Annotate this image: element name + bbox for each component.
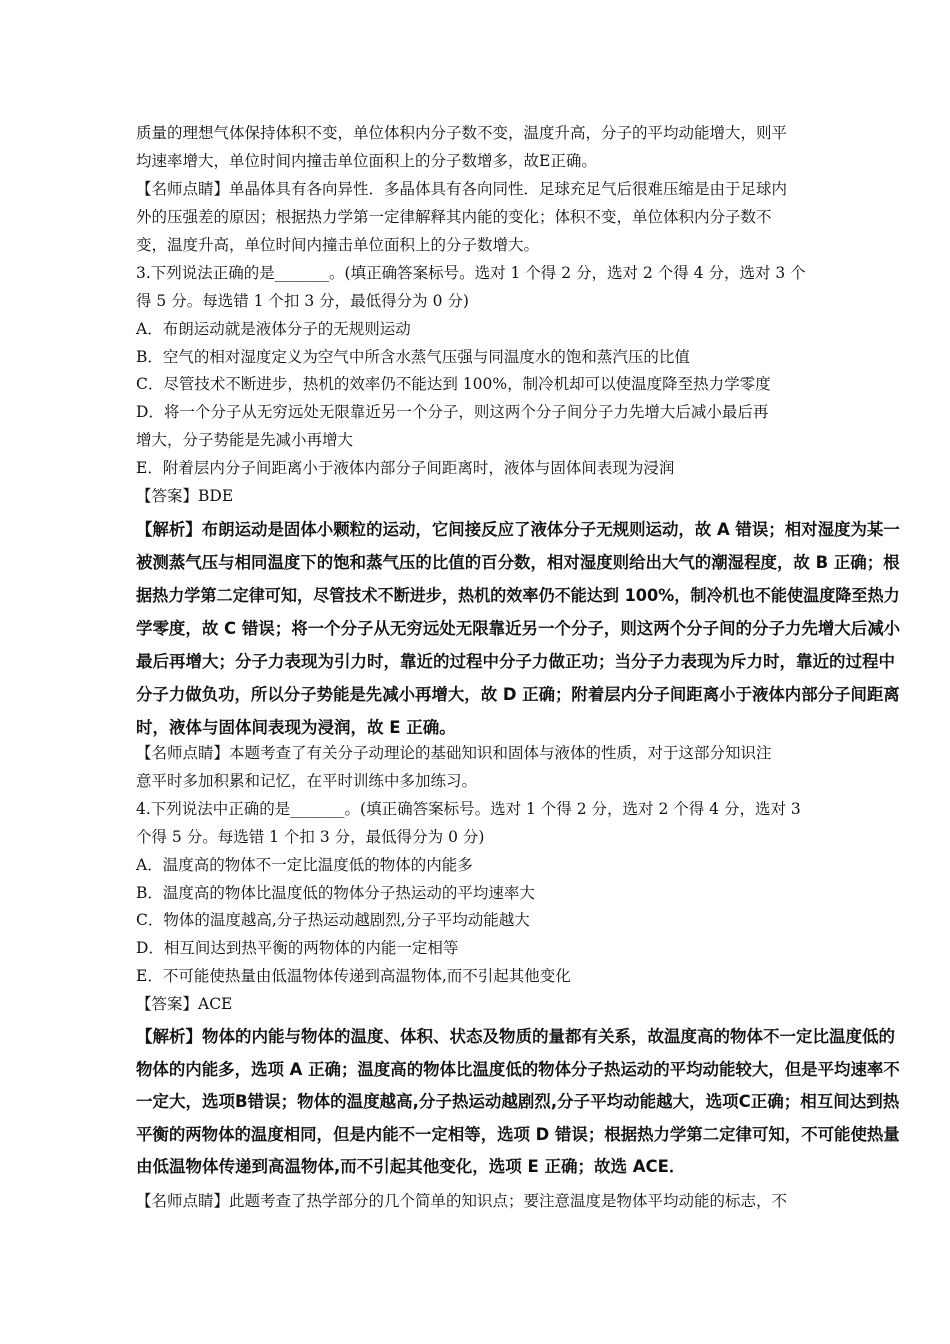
- option-d: D．相互间达到热平衡的两物体的内能一定相等: [136, 939, 459, 957]
- analysis: 分子力做负功，所以分子势能是先减小再增大，故 D 正确；附着层内分子间距离小于液体内部分子间距离: [136, 685, 900, 704]
- analysis: 【解析】布朗运动是固体小颗粒的运动，它间接反应了液体分子无规则运动，故 A 错误；相对湿度为某一: [136, 520, 900, 539]
- option-d: 增大，分子势能是先减小再增大: [136, 431, 354, 449]
- analysis: 最后再增大；分子力表现为引力时，靠近的过程中分子力做正功；当分子力表现为斥力时，靠近的过程中: [136, 652, 895, 671]
- option-a: A．温度高的物体不一定比温度低的物体的内能多: [136, 856, 473, 874]
- option-e: E．附着层内分子间距离小于液体内部分子间距离时，液体与固体间表现为浸润: [136, 459, 675, 477]
- text-line: 均速率增大，单位时间内撞击单位面积上的分子数增多，故E正确。: [136, 152, 597, 170]
- teacher-tip: 外的压强差的原因；根据热力学第一定律解释其内能的变化；体积不变，单位体积内分子数不: [136, 208, 772, 226]
- teacher-tip: 变，温度升高，单位时间内撞击单位面积上的分子数增大。: [136, 236, 540, 254]
- analysis: 一定大，选项B错误；物体的温度越高,分子热运动越剧烈,分子平均动能越大，选项C正确；相互间达到热: [136, 1092, 900, 1111]
- answer: 【答案】BDE: [136, 487, 234, 505]
- question-3-stem: 3.下列说法正确的是_______。(填正确答案标号。选对 1 个得 2 分，选对 2 个得 4 分，选对 3 个: [136, 264, 806, 282]
- question-3-stem: 得 5 分。每选错 1 个扣 3 分，最低得分为 0 分): [136, 292, 469, 310]
- teacher-tip: 【名师点睛】单晶体具有各向异性．多晶体具有各向同性．足球充足气后很难压缩是由于足球内: [136, 180, 788, 198]
- analysis: 由低温物体传递到高温物体,而不引起其他变化，选项 E 正确；故选 ACE．: [136, 1157, 686, 1176]
- analysis: 平衡的两物体的温度相同，但是内能不一定相等，选项 D 错误；根据热力学第二定律可知，不可能使热量: [136, 1125, 900, 1144]
- analysis: 学零度，故 C 错误；将一个分子从无穷远处无限靠近另一个分子，则这两个分子间的分子力先增大后减小: [136, 619, 901, 638]
- analysis: 被测蒸气压与相同温度下的饱和蒸气压的比值的百分数，相对湿度则给出大气的潮湿程度，故 B 正确；根: [136, 553, 900, 572]
- option-a: A．布朗运动就是液体分子的无规则运动: [136, 320, 411, 338]
- question-4-stem: 个得 5 分。每选错 1 个扣 3 分，最低得分为 0 分): [136, 828, 485, 846]
- question-4-stem: 4.下列说法中正确的是_______。(填正确答案标号。选对 1 个得 2 分，选对 2 个得 4 分，选对 3: [136, 800, 801, 818]
- teacher-tip: 【名师点睛】本题考查了有关分子动理论的基础知识和固体与液体的性质，对于这部分知识注: [136, 744, 772, 762]
- text-line: 质量的理想气体保持体积不变，单位体积内分子数不变，温度升高，分子的平均动能增大，则平: [136, 124, 788, 142]
- analysis: 物体的内能多，选项 A 正确；温度高的物体比温度低的物体分子热运动的平均动能较大，但是平均速率不: [136, 1060, 900, 1079]
- analysis: 据热力学第二定律可知，尽管技术不断进步，热机的效率仍不能达到 100%，制冷机也不能使温度降至热力: [136, 586, 900, 605]
- option-b: B．温度高的物体比温度低的物体分子热运动的平均速率大: [136, 884, 535, 902]
- teacher-tip: 【名师点睛】此题考查了热学部分的几个简单的知识点；要注意温度是物体平均动能的标志，不: [136, 1192, 788, 1210]
- option-d: D．将一个分子从无穷远处无限靠近另一个分子，则这两个分子间分子力先增大后减小最后再: [136, 403, 769, 421]
- answer: 【答案】ACE: [136, 995, 233, 1013]
- analysis: 时，液体与固体间表现为浸润，故 E 正确。: [136, 718, 456, 737]
- option-c: C．物体的温度越高,分子热运动越剧烈,分子平均动能越大: [136, 911, 530, 929]
- teacher-tip: 意平时多加积累和记忆，在平时训练中多加练习。: [136, 772, 478, 790]
- option-e: E．不可能使热量由低温物体传递到高温物体,而不引起其他变化: [136, 967, 571, 985]
- option-b: B．空气的相对湿度定义为空气中所含水蒸气压强与同温度水的饱和蒸汽压的比值: [136, 348, 690, 366]
- option-c: C．尽管技术不断进步，热机的效率仍不能达到 100%，制冷机却可以使温度降至热力学零度: [136, 375, 771, 393]
- analysis: 【解析】物体的内能与物体的温度、体积、状态及物质的量都有关系，故温度高的物体不一定比温度低的: [136, 1027, 895, 1046]
